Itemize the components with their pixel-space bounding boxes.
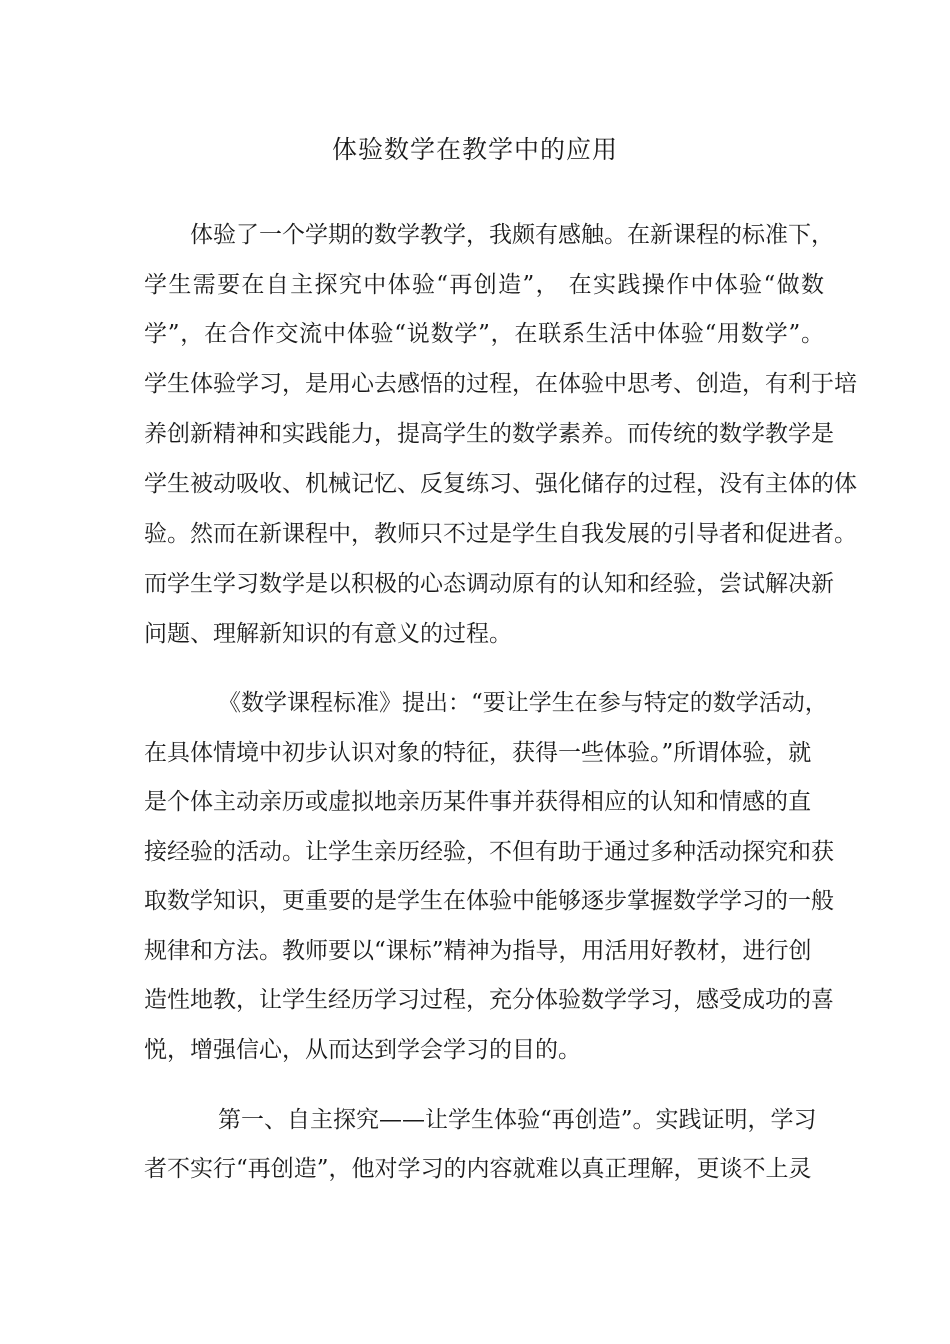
text-line: 而学生学习数学是以积极的心态调动原有的认知和经验，尝试解决新 — [144, 571, 834, 597]
text-line: 验。然而在新课程中，教师只不过是学生自我发展的引导者和促进者。 — [144, 521, 857, 547]
text-line: 学”，在合作交流中体验“说数学”，在联系生活中体验“用数学”。 — [144, 321, 824, 347]
text-line: 问题、理解新知识的有意义的过程。 — [144, 621, 512, 647]
text-line: 接经验的活动。让学生亲历经验，不但有助于通过多种活动探究和获 — [144, 839, 834, 865]
text-line: 取数学知识，更重要的是学生在体验中能够逐步掌握数学学习的一般 — [144, 888, 834, 914]
page-title: 体验数学在教学中的应用 — [331, 135, 618, 164]
text-line: 养创新精神和实践能力，提高学生的数学素养。而传统的数学教学是 — [144, 421, 834, 447]
text-line: 悦，增强信心，从而达到学会学习的目的。 — [144, 1037, 581, 1063]
text-line: 学生需要在自主探究中体验“再创造”， 在实践操作中体验“做数 — [144, 272, 824, 298]
text-line: 造性地教，让学生经历学习过程，充分体验数学学习，感受成功的喜 — [144, 987, 834, 1013]
text-line: 在具体情境中初步认识对象的特征，获得一些体验。”所谓体验，就 — [144, 740, 812, 766]
text-line: 学生被动吸收、机械记忆、反复练习、强化储存的过程，没有主体的体 — [144, 471, 857, 497]
text-line: 《数学课程标准》提出：“要让学生在参与特定的数学活动， — [218, 690, 828, 716]
text-line: 是个体主动亲历或虚拟地亲历某件事并获得相应的认知和情感的直 — [144, 789, 811, 815]
text-line: 体验了一个学期的数学教学，我颇有感触。在新课程的标准下， — [190, 222, 834, 248]
text-line: 第一、自主探究——让学生体验“再创造”。实践证明，学习 — [218, 1107, 817, 1133]
text-line: 学生体验学习，是用心去感悟的过程，在体验中思考、创造，有利于培 — [144, 371, 857, 397]
text-line: 者不实行“再创造”，他对学习的内容就难以真正理解，更谈不上灵 — [144, 1156, 812, 1182]
text-line: 规律和方法。教师要以“课标”精神为指导，用活用好教材，进行创 — [144, 938, 812, 964]
